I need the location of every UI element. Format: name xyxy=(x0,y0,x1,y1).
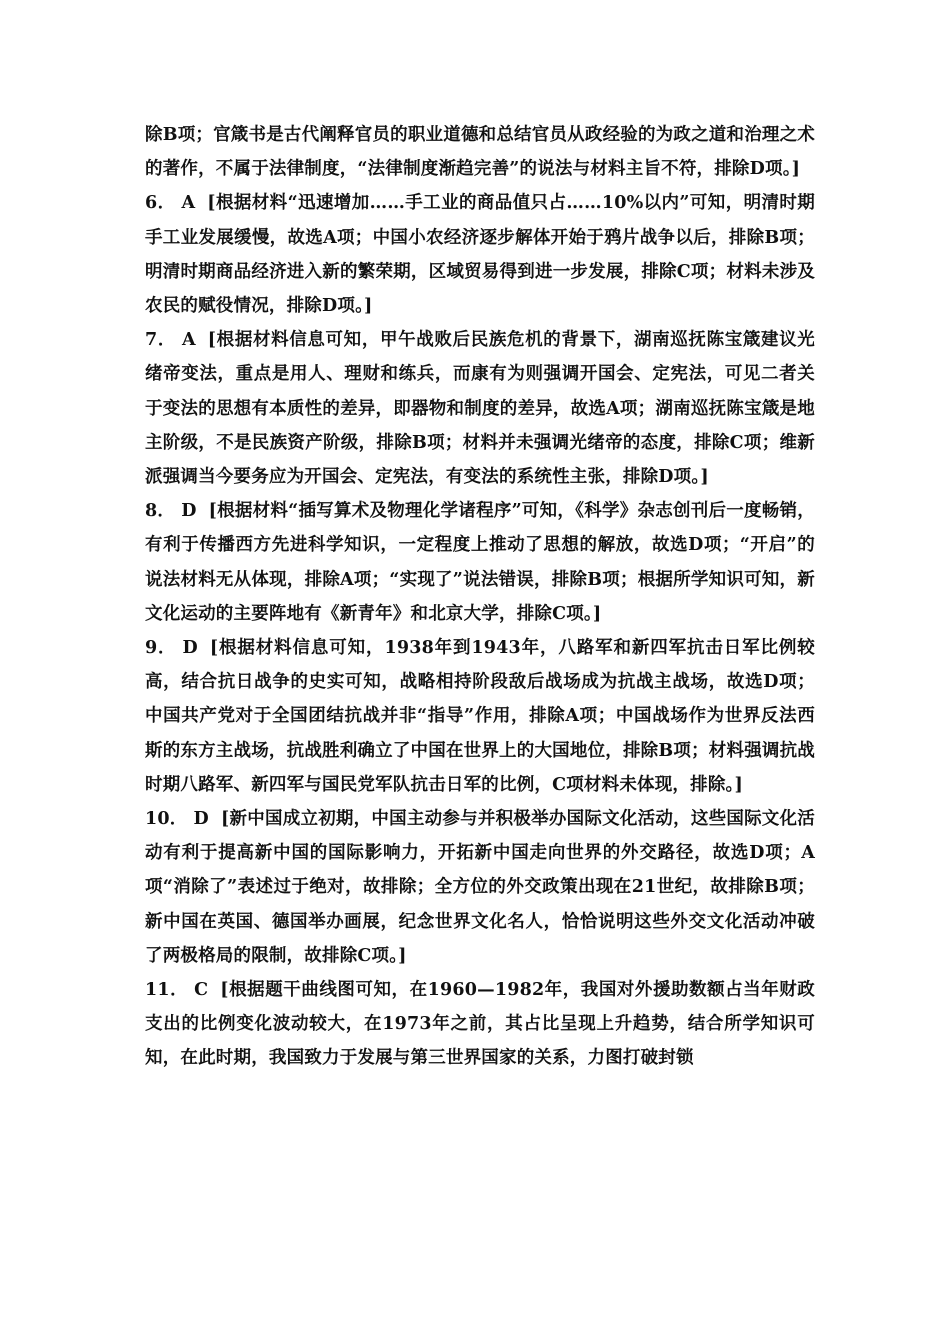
explanation-text: [根据材料信息可知，1938年到1943年，八路军和新四军抗击日军比例较高，结合抗日战争的史实可知，战略相持阶段敌后战场成为抗战主战场，故选D项；中国共产党对于全国团结抗战并非“指导”作用，排除A项；中国战场作为世界反法西斯的东方主战场，抗战胜利确立了中国在世界上的大国地位，排除B项；材料强调抗战时期八路军、新四军与国民党军队抗击日军的比例，C项材料未体现，排除。] xyxy=(145,638,816,795)
answer-letter: D xyxy=(193,809,209,830)
answer-item-8 xyxy=(145,494,815,631)
question-number: 9． xyxy=(145,638,177,659)
explanation-text: [新中国成立初期，中国主动参与并积极举办国际文化活动，这些国际文化活动有利于提高新中国的国际影响力，开拓新中国走向世界的外交路径，故选D项；A项“消除了”表述过于绝对，故排除；全方位的外交政策出现在21世纪，故排除B项；新中国在英国、德国举办画展，纪念世界文化名人，恰恰说明这些外交文化活动冲破了两极格局的限制，故排除C项。] xyxy=(145,809,816,966)
answer-item-11 xyxy=(145,973,815,1076)
answer-letter: D xyxy=(181,501,197,522)
explanation-text: [根据材料“插写算术及物理化学诸程序”可知，《科学》杂志创刊后一度畅销，有利于传播西方先进科学知识，一定程度上推动了思想的解放，故选D项；“开启”的说法材料无从体现，排除A项；“实现了”说法错误，排除B项；根据所学知识可知，新文化运动的主要阵地有《新青年》和北京大学，排除C项。] xyxy=(145,501,816,624)
answer-item-7 xyxy=(145,323,815,494)
question-number: 10． xyxy=(145,809,188,830)
answer-item-9 xyxy=(145,631,815,802)
explanation-text: [根据题干曲线图可知，在1960—1982年，我国对外援助数额占当年财政支出的比例变化波动较大，在1973年之前，其占比呈现上升趋势，结合所学知识可知，在此时期，我国致力于发展与第三世界国家的关系，力图打破封锁 xyxy=(145,980,816,1069)
answer-item-10 xyxy=(145,802,815,973)
question-number: 7． xyxy=(145,330,176,351)
answer-item-6 xyxy=(145,186,815,323)
answer-letter: A xyxy=(181,193,196,214)
answer-letter: D xyxy=(182,638,198,659)
answer-letter: A xyxy=(181,330,196,351)
answer-letter: C xyxy=(194,980,209,1001)
intro-paragraph: 除B项；官箴书是古代阐释官员的职业道德和总结官员从政经验的为政之道和治理之术的著作，不属于法律制度，“法律制度渐趋完善”的说法与材料主旨不符，排除D项。] xyxy=(145,125,815,180)
question-number: 11． xyxy=(145,980,189,1001)
answer-explanations xyxy=(145,118,815,1076)
explanation-text: [根据材料“迅速增加……手工业的商品值只占……10%以内”可知，明清时期手工业发展缓慢，故选A项；中国小农经济逐步解体开始于鸦片战争以后，排除B项；明清时期商品经济进入新的繁荣期，区域贸易得到进一步发展，排除C项；材料未涉及农民的赋役情况，排除D项。] xyxy=(145,193,816,317)
question-number: 6． xyxy=(145,193,176,214)
question-number: 8． xyxy=(145,501,176,522)
explanation-text: [根据材料信息可知，甲午战败后民族危机的背景下，湖南巡抚陈宝箴建议光绪帝变法，重点是用人、理财和练兵，而康有为则强调开国会、定宪法，可见二者关于变法的思想有本质性的差异，即器物和制度的差异，故选A项；湖南巡抚陈宝箴是地主阶级，不是民族资产阶级，排除B项；材料并未强调光绪帝的态度，排除C项；维新派强调当今要务应为开国会、定宪法，有变法的系统性主张，排除D项。] xyxy=(145,330,816,488)
